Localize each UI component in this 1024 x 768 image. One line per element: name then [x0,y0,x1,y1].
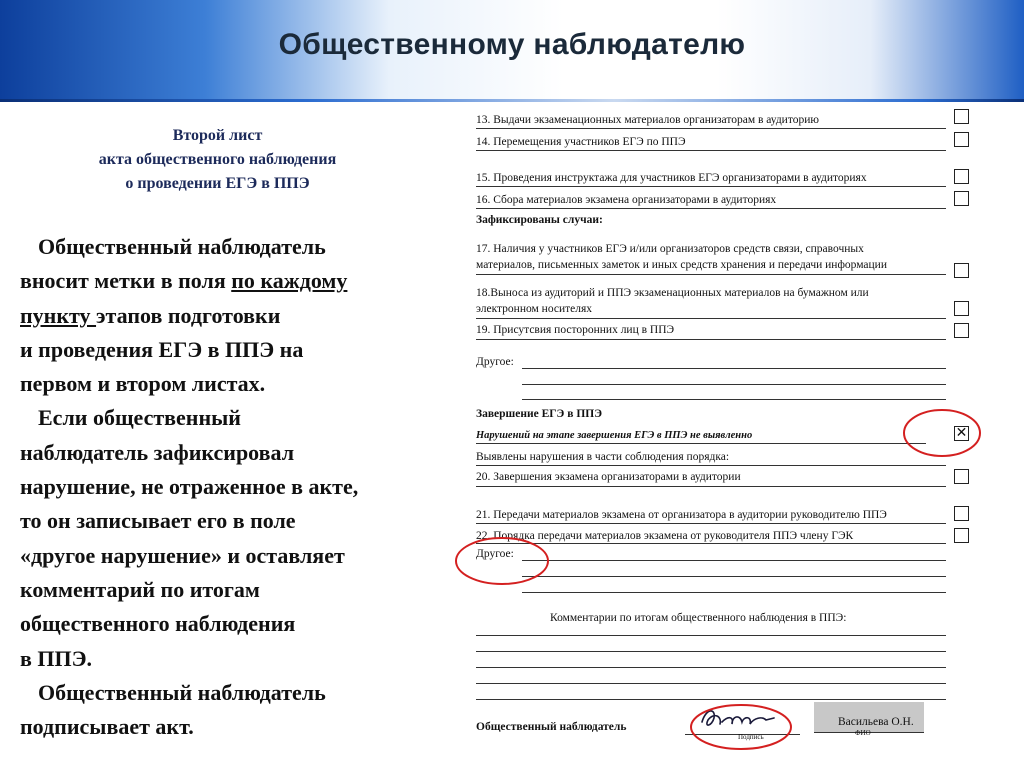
form-item-20: 20. Завершения экзамена организаторами в аудитории [476,471,741,483]
para1-line-5: первом и втором листах. [20,371,266,397]
divider [476,150,946,151]
para2-line-1: Если общественный [38,405,241,431]
divider [476,208,946,209]
para1-line-4: и проведения ЕГЭ в ППЭ на [20,336,304,362]
form-item-16: 16. Сбора материалов экзамена организаторами в аудиториях [476,194,777,206]
form-item-18-line-2: электронном носителях [476,303,593,315]
divider [476,274,946,275]
underlined-phrase-2: пункту [20,302,97,328]
checkbox-item-18[interactable] [954,301,969,316]
comment-line [476,667,946,668]
section-recorded-cases: Зафиксированы случаи: [476,214,603,226]
checkbox-no-violations[interactable] [954,426,969,441]
other-line [522,592,946,593]
para1-line-1: Общественный наблюдатель [38,234,326,259]
para3-line-2: подписывает акт. [20,714,194,740]
checkbox-item-13[interactable] [954,109,969,124]
comments-label: Комментарии по итогам общественного наблюдения в ППЭ: [550,612,847,624]
checkbox-item-22[interactable] [954,528,969,543]
name-caption: ФИО [855,729,871,737]
checkbox-item-21[interactable] [954,506,969,521]
subtitle-line-3: о проведении ЕГЭ в ППЭ [125,175,310,192]
other-line [522,384,946,385]
divider [476,186,946,187]
observer-label: Общественный наблюдатель [476,721,627,733]
para2-line-3: нарушение, не отраженное в акте, [20,474,359,500]
para2-line-4: то он записывает его в поле [20,508,296,534]
para2-line-2: наблюдатель зафиксировал [20,439,295,465]
para1-line-2: вносит метки в поля по каждому [20,268,348,294]
form-item-22: 22. Порядка передачи материалов экзамена от руководителя ППЭ члену ГЭК [476,530,854,542]
para2-line-7: общественного наблюдения [20,611,296,637]
other-line [522,368,946,369]
left-column [20,124,465,744]
other-line [522,399,946,400]
form-item-15: 15. Проведения инструктажа для участников ЕГЭ организаторами в аудиториях [476,172,867,184]
subtitle [20,124,415,196]
form-item-19: 19. Присутсвия посторонних лиц в ППЭ [476,324,675,336]
subtitle-line-2: акта общественного наблюдения [98,151,337,168]
found-violations-text: Выявлены нарушения в части соблюдения порядка: [476,451,730,463]
para2-line-8: в ППЭ. [20,645,93,671]
checkbox-item-17[interactable] [954,263,969,278]
signature-caption: Подпись [738,733,764,741]
form-item-21: 21. Передачи материалов экзамена от организатора в аудитории руководителю ППЭ [476,509,887,521]
divider [476,486,946,487]
form-item-14: 14. Перемещения участников ЕГЭ по ППЭ [476,136,686,148]
divider [476,523,946,524]
checkbox-item-15[interactable] [954,169,969,184]
act-form-sheet [470,104,1024,768]
para3-line-1: Общественный наблюдатель [38,679,326,705]
header-band [0,0,1024,100]
other-line [522,576,946,577]
other-label-2: Другое: [476,548,514,560]
divider [476,543,946,544]
checkbox-item-16[interactable] [954,191,969,206]
observer-name: Васильева О.Н. [838,716,914,728]
divider [476,318,946,319]
divider [476,339,946,340]
checkbox-item-14[interactable] [954,132,969,147]
form-item-17-line-1: 17. Наличия у участников ЕГЭ и/или организаторов средств связи, справочных [476,243,864,255]
no-violations-text: Нарушений на этапе завершения ЕГЭ в ППЭ не выявленно [476,430,753,441]
comment-line [476,651,946,652]
page-title: Общественному наблюдателю [278,28,746,61]
para2-line-5: «другое нарушение» и оставляет [20,542,345,568]
subtitle-line-1: Второй лист [172,127,263,144]
divider [476,465,946,466]
divider [476,128,946,129]
instructions-text [20,230,465,744]
comment-line [476,699,946,700]
form-item-17-line-2: материалов, письменных заметок и иных средств хранения и передачи информации [476,259,887,271]
section-exam-completion: Завершение ЕГЭ в ППЭ [476,408,603,420]
comment-line [476,683,946,684]
checkbox-item-20[interactable] [954,469,969,484]
divider [476,443,926,444]
form-item-18-line-1: 18.Выноса из аудиторий и ППЭ экзаменационных материалов на бумажном или [476,287,869,299]
para1-line-3: пункту этапов подготовки [20,302,281,328]
comment-line [476,635,946,636]
other-line [522,560,946,561]
para2-line-6: комментарий по итогам [20,576,260,602]
form-item-13: 13. Выдачи экзаменационных материалов организаторам в аудиторию [476,114,819,126]
checkbox-item-19[interactable] [954,323,969,338]
underlined-phrase-1: по каждому [231,268,348,294]
other-label-1: Другое: [476,356,514,368]
